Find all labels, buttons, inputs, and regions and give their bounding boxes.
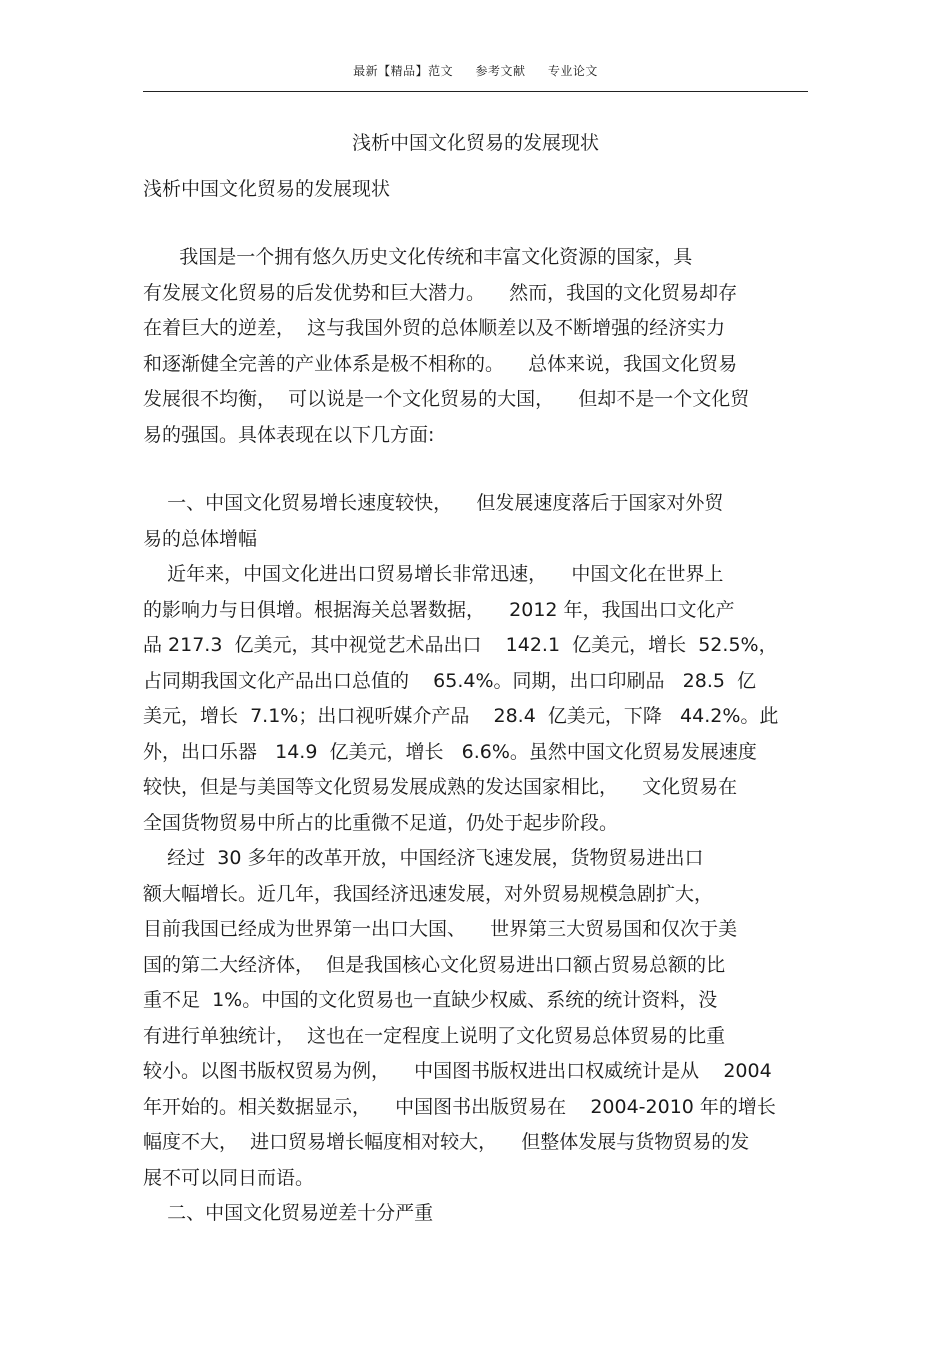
text-line: 我国是一个拥有悠久历史文化传统和丰富文化资源的国家，具	[143, 246, 693, 268]
text-line: 目前我国已经成为世界第一出口大国、 世界第三大贸易国和仅次于美	[143, 918, 738, 940]
section-heading-2: 二、中国文化贸易逆差十分严重	[143, 1202, 434, 1224]
text-line: 年开始的。相关数据显示， 中国图书出版贸易在 2004-2010 年的增长	[143, 1095, 776, 1118]
header-item-thesis: 专业论文	[547, 64, 598, 78]
text-line: 易的总体增幅	[143, 527, 258, 550]
header-item-essay: 最新【精品】范文	[353, 64, 454, 78]
text-line: 外，出口乐器 14.9 亿美元，增长 6.6%。虽然中国文化贸易发展速度	[143, 740, 757, 763]
text-line: 额大幅增长。近几年，我国经济迅速发展，对外贸易规模急剧扩大，	[143, 882, 714, 905]
text-line: 有发展文化贸易的后发优势和巨大潜力。 然而，我国的文化贸易却存	[143, 281, 738, 304]
text-line: 易的强国。具体表现在以下几方面:	[143, 423, 435, 446]
text-line: 占同期我国文化产品出口总值的 65.4%。同期，出口印刷品 28.5 亿	[143, 669, 757, 692]
text-line: 和逐渐健全完善的产业体系是极不相称的。 总体来说，我国文化贸易	[143, 352, 738, 375]
document-subtitle: 浅析中国文化贸易的发展现状	[143, 178, 391, 200]
text-line: 品 217.3 亿美元，其中视觉艺术品出口 142.1 亿美元，增长 52.5%，	[143, 634, 778, 656]
text-line: 在着巨大的逆差， 这与我国外贸的总体顺差以及不断增强的经济实力	[143, 317, 726, 339]
text-line: 幅度不大， 进口贸易增长幅度相对较大， 但整体发展与货物贸易的发	[143, 1131, 750, 1153]
header-item-references: 参考文献	[475, 64, 526, 78]
document-title: 浅析中国文化贸易的发展现状	[351, 132, 599, 154]
text-line: 较快，但是与美国等文化贸易发展成熟的发达国家相比， 文化贸易在	[143, 776, 738, 798]
page-header	[143, 62, 808, 92]
text-line: 有进行单独统计， 这也在一定程度上说明了文化贸易总体贸易的比重	[143, 1024, 726, 1047]
text-line: 发展很不均衡， 可以说是一个文化贸易的大国， 但却不是一个文化贸	[143, 388, 750, 410]
text-line: 重不足 1%。中国的文化贸易也一直缺少权威、系统的统计资料，没	[143, 989, 718, 1011]
text-line: 国的第二大经济体， 但是我国核心文化贸易进出口额占贸易总额的比	[143, 953, 726, 976]
text-line: 的影响力与日俱增。根据海关总署数据， 2012 年，我国出口文化产	[143, 598, 735, 621]
text-line: 近年来，中国文化进出口贸易增长非常迅速， 中国文化在世界上	[143, 563, 724, 585]
intro-paragraph	[143, 240, 815, 453]
body-section	[143, 486, 815, 1232]
section-heading-1: 一、中国文化贸易增长速度较快， 但发展速度落后于国家对外贸	[143, 492, 724, 514]
text-line: 较小。以图书版权贸易为例， 中国图书版权进出口权威统计是从 2004	[143, 1060, 772, 1082]
text-line: 全国货物贸易中所占的比重微不足道，仍处于起步阶段。	[143, 811, 619, 834]
text-line: 美元，增长 7.1%；出口视听媒介产品 28.4 亿美元，下降 44.2%。此	[143, 705, 779, 727]
text-line: 经过 30 多年的改革开放，中国经济飞速发展，货物贸易进出口	[143, 847, 704, 869]
text-line: 展不可以同日而语。	[143, 1166, 315, 1189]
